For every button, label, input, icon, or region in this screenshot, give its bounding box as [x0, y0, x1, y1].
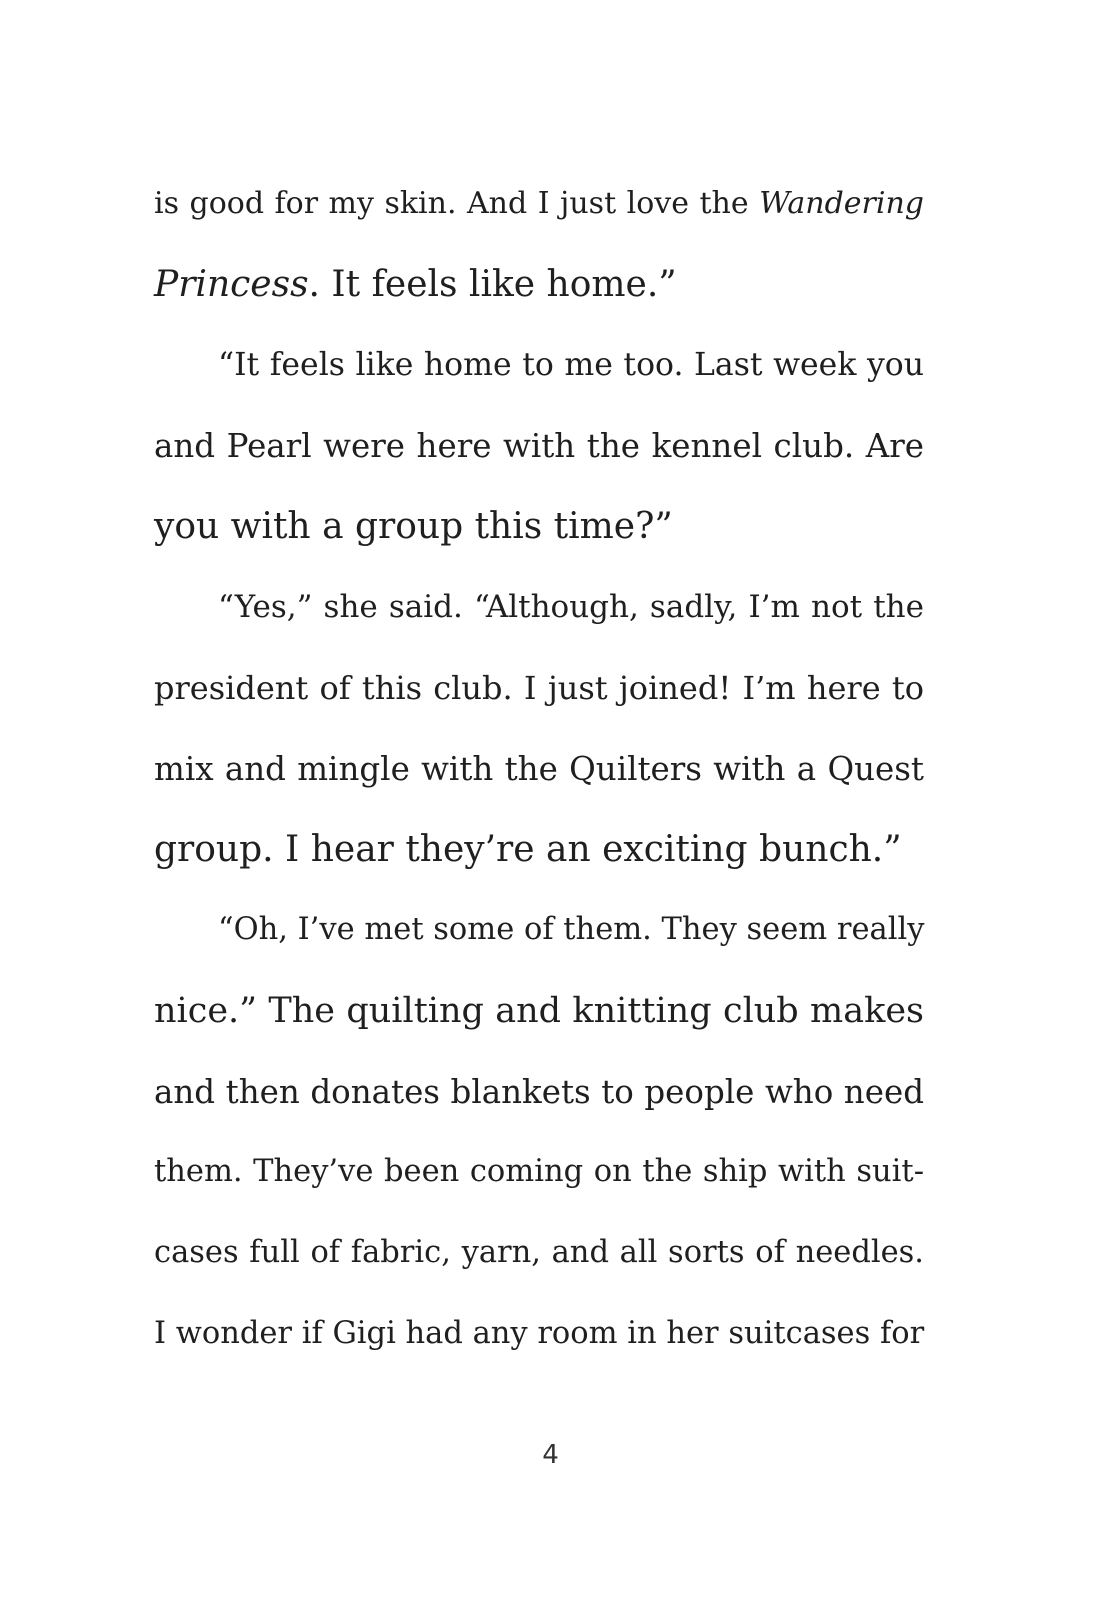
text-line — [154, 743, 924, 824]
text-segment: . It feels like home.” — [308, 263, 677, 305]
text-line — [154, 1146, 924, 1227]
text-line — [154, 259, 924, 340]
text-line — [154, 824, 924, 905]
text-segment: “It feels like home to me too. Last week you — [218, 347, 924, 384]
text-segment: “Yes,” she said. “Although, sadly, I’m not the — [218, 589, 924, 626]
italic-text: Princess — [154, 263, 309, 305]
text-line — [154, 339, 924, 420]
page-number: 4 — [542, 1440, 559, 1470]
text-line — [154, 581, 924, 662]
text-segment: president of this club. I just joined! I’m here to — [154, 669, 924, 708]
text-line — [154, 985, 924, 1066]
italic-text: Wandering — [759, 186, 924, 221]
text-segment: I wonder if Gigi had any room in her suitcases for — [154, 1315, 925, 1351]
text-segment: is good for my skin. And I just love the — [154, 186, 760, 221]
text-line — [154, 1066, 924, 1147]
text-segment: you with a group this time?” — [154, 505, 673, 547]
text-line — [154, 178, 924, 259]
text-line — [154, 1227, 924, 1308]
text-segment: them. They’ve been coming on the ship with suit- — [154, 1154, 924, 1190]
text-line — [154, 1308, 924, 1389]
text-line — [154, 904, 924, 985]
text-segment: group. I hear they’re an exciting bunch.” — [154, 828, 902, 870]
text-line — [154, 501, 924, 582]
body-text — [154, 178, 924, 1388]
text-segment: “Oh, I’ve met some of them. They seem really — [218, 912, 925, 948]
text-segment: and Pearl were here with the kennel club. Are — [154, 427, 924, 466]
text-segment: cases full of fabric, yarn, and all sorts of needles. — [154, 1234, 924, 1270]
text-segment: and then donates blankets to people who need — [154, 1072, 924, 1111]
text-segment: nice.” The quilting and knitting club makes — [154, 990, 924, 1031]
text-line — [154, 420, 924, 501]
text-line — [154, 662, 924, 743]
text-segment: mix and mingle with the Quilters with a Quest — [154, 749, 924, 788]
